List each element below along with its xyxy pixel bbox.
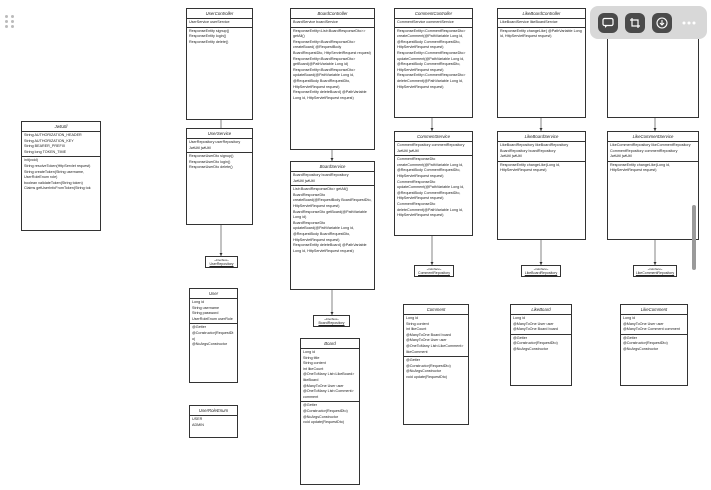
- class-member: BoardResponseDto getBoard(@PathVariable Long id): [293, 209, 369, 220]
- class-methods: [22, 157, 100, 193]
- class-member: CommentRepository commentRepository: [610, 148, 678, 153]
- class-like-comment: [620, 304, 688, 386]
- class-title: Comment: [404, 305, 468, 315]
- class-comment: [403, 304, 469, 425]
- class-fields: [301, 349, 359, 402]
- interface-board-repository: [313, 315, 350, 327]
- class-member: ResponseEntity deleteBoard( @PathVariable Long id, HttpServletRequest request): [293, 90, 368, 100]
- class-member: Claims getUserInfoFromToken(String tok: [24, 186, 91, 191]
- class-member: ResponseEntity delete(): [189, 39, 229, 44]
- class-member: ResponseEntity deleteBoard( @PathVariable Long id, HttpServletRequest request): [293, 243, 368, 253]
- class-member: @ManyToOne User user: [623, 321, 664, 326]
- class-member: UserRoleEnum userRole: [192, 316, 233, 321]
- class-title: UserController: [187, 9, 252, 19]
- comment-icon[interactable]: [598, 13, 618, 33]
- class-member: ResponseEntity changeLike( @PathVariable Long id, HttpServletRequest request): [500, 28, 583, 39]
- class-member: @Constructor(RequestDto): [303, 408, 348, 413]
- class-jwt-util: [21, 121, 101, 231]
- stereotype-label: «interface»: [426, 267, 442, 271]
- class-member: @Constructor(RequestDto): [192, 330, 234, 341]
- class-member: BoardRepository boardRepository: [500, 148, 556, 153]
- stereotype-label: «interface»: [324, 317, 339, 321]
- class-member: ResponseEntity<CommentResponseDto> createComment(@PathVariable Long id, @RequestBody CommentRequestDto, HttpServletRequest request): [397, 28, 467, 50]
- class-board: [300, 338, 360, 485]
- interface-name: BoardRepository: [318, 321, 345, 326]
- class-like-board-service: [497, 131, 586, 240]
- more-icon[interactable]: [679, 13, 699, 33]
- class-member: @NoArgsConstructor: [623, 346, 659, 351]
- class-fields: [621, 315, 687, 335]
- class-member: boolean validateToken(String token): [24, 180, 83, 185]
- class-member: JwtUtil jwtUtil: [189, 145, 211, 150]
- stereotype-label: «interface»: [214, 258, 229, 262]
- stereotype-label: «interface»: [533, 267, 549, 271]
- interface-like-board-repository: [521, 265, 561, 277]
- class-title: LikeCommentService: [608, 132, 698, 142]
- class-member: @ManyToOne Board board: [513, 327, 558, 332]
- class-methods: [395, 28, 472, 92]
- class-title: BoardController: [291, 9, 374, 19]
- class-member: ResponseEntity changeLike(Long id, HttpServletRequest request): [500, 162, 562, 173]
- class-fields: [187, 19, 252, 28]
- class-fields: [404, 315, 468, 357]
- class-member: String username: [192, 305, 220, 310]
- interface-name: CommentRepository: [418, 271, 450, 276]
- class-member: LikeCommentRepository likeCommentRepository: [610, 143, 691, 147]
- class-member: ResponseUserDto signup(): [189, 154, 234, 159]
- class-like-board: [510, 304, 572, 386]
- class-member: @Constructor(RequestDto): [406, 363, 451, 368]
- class-like-comment-service: [607, 131, 699, 240]
- class-member: JwtUtil jwtUtil: [293, 178, 315, 183]
- class-member: Long id: [623, 316, 636, 320]
- interface-like-comment-repository: [633, 265, 677, 277]
- class-methods: [187, 28, 252, 47]
- class-member: ResponseEntity login(): [189, 34, 227, 39]
- class-member: @Constructor(RequestDto): [513, 341, 558, 346]
- class-member: String createToken(String username, UserRoleEnum role): [24, 169, 86, 180]
- class-fields: [291, 172, 374, 186]
- class-member: ResponseEntity<BoardResponseDto> createBoard( @RequestBody BoardRequestDto, HttpServletRequest request): [293, 39, 371, 55]
- class-title: LikeBoard: [511, 305, 571, 315]
- class-member: @ManyToOne User user: [513, 321, 554, 326]
- class-fields: [187, 139, 252, 153]
- class-member: @Getter: [513, 335, 527, 340]
- class-member: ResponseEntity<BoardResponseDto> getBoard(@PathVariable Long id): [293, 56, 357, 67]
- class-member: JwtUtil jwtUtil: [500, 154, 522, 159]
- class-title: Board: [301, 339, 359, 349]
- class-member: CommentResponseDto deleteComment(@PathVariable Long id, HttpServletRequest request): [397, 201, 465, 218]
- class-member: Long id: [513, 316, 526, 320]
- class-member: String BEARER_PREFIX: [24, 144, 66, 149]
- class-methods: [404, 357, 468, 381]
- class-member: String content: [406, 321, 429, 326]
- class-member: @Getter: [623, 335, 637, 340]
- class-fields: [22, 132, 100, 157]
- class-methods: [301, 402, 359, 426]
- class-member: String resolveToken(HttpServlet request): [24, 163, 91, 168]
- class-fields: [395, 19, 472, 28]
- class-user: [189, 288, 238, 383]
- interface-name: LikeBoardRepository: [524, 271, 558, 276]
- class-comment-controller: [394, 8, 473, 118]
- class-comment-service: [394, 131, 473, 236]
- class-title: UserService: [187, 129, 252, 139]
- class-user-controller: [186, 8, 253, 120]
- vertical-scrollbar[interactable]: [692, 205, 696, 270]
- class-member: @Getter: [406, 358, 420, 363]
- class-methods: [187, 153, 252, 172]
- class-title: CommentController: [395, 9, 472, 19]
- stereotype-label: «interface»: [647, 267, 663, 271]
- class-member: ResponseEntity<CommentResponseDto> updateComment(@PathVariable Long id, @RequestBody CommentRequestDto, HttpServletRequest request): [397, 50, 467, 72]
- class-member: ResponseEntity<CommentResponseDto> deleteComment(@PathVariable Long id, HttpServletRequest request): [397, 73, 467, 89]
- class-member: ResponseUserDto delete(): [189, 165, 233, 170]
- class-member: void update(RequestDto): [406, 374, 447, 379]
- class-member: String title: [303, 355, 320, 360]
- class-title: JwtUtil: [22, 122, 100, 132]
- class-member: String AUTHORIZATION_HEADER: [24, 133, 82, 137]
- class-member: String content: [303, 361, 326, 366]
- class-member: BoardResponseDto createBoard(@RequestBody BoardRequestDto, HttpServletRequest request): [293, 192, 373, 208]
- class-member: @OneToMany List<LikeComment> likeComment: [406, 343, 465, 354]
- class-fields: [498, 142, 585, 162]
- class-member: String AUTHORIZATION_KEY: [24, 138, 74, 143]
- class-member: LikeBoardRepository likeBoardRepository: [500, 143, 569, 147]
- class-member: String password: [192, 311, 219, 316]
- class-member: @OneToMany List<LikeBoard> likeBoard: [303, 372, 356, 382]
- class-member: CommentService commentService: [397, 20, 454, 24]
- class-member: JwtUtil jwtUtil: [397, 148, 419, 153]
- class-member: UserService userService: [189, 20, 230, 24]
- class-fields: [498, 19, 585, 28]
- class-member: ResponseEntity signup(): [189, 28, 230, 33]
- class-member: JwtUtil jwtUtil: [610, 154, 632, 159]
- class-methods: [190, 324, 237, 348]
- class-member: @OneToMany List<Comment> comment: [303, 389, 355, 399]
- class-fields: [190, 299, 237, 324]
- class-board-controller: [290, 8, 375, 150]
- class-member: CommentResponseDto updateComment(@PathVariable Long id, @RequestBody CommentRequestDto, HttpServletRequest request): [397, 179, 466, 201]
- class-fields: [608, 142, 698, 162]
- class-methods: [621, 335, 687, 354]
- class-member: ResponseEntity<List<BoardResponseDto>> getAll(): [293, 28, 367, 39]
- class-member: @NoArgsConstructor: [303, 414, 339, 419]
- class-member: CommentResponseDto createComment(@PathVariable Long id, @RequestBody CommentRequestDto, HttpServletRequest request): [397, 157, 465, 178]
- interface-comment-repository: [414, 265, 454, 277]
- class-title: BoardService: [291, 162, 374, 172]
- class-fields: [395, 142, 472, 156]
- class-member: ResponseEntity<BoardResponseDto> updateBoard(@PathVariable Long id, @RequestBody BoardRequestDto, HttpServletRequest request): [293, 67, 357, 89]
- interface-user-repository: [205, 256, 238, 268]
- class-member: BoardService boardService: [293, 20, 338, 24]
- class-member: Long id: [192, 300, 205, 304]
- class-member: @Getter: [192, 325, 206, 330]
- class-methods: [291, 28, 374, 103]
- class-member: String long TOKEN_TIME: [24, 149, 67, 154]
- class-member: ResponseEntity changeLike(Long id, HttpServletRequest request): [610, 162, 672, 173]
- class-member: void update(RequestDto): [303, 420, 344, 425]
- class-fields: [291, 19, 374, 28]
- class-member: int likeCount: [406, 327, 427, 332]
- class-methods: [511, 335, 571, 354]
- class-member: UserRepository userRepository: [189, 140, 241, 144]
- class-member: CommentRepository commentRepository: [397, 143, 465, 147]
- class-like-board-controller: [497, 8, 586, 118]
- floating-toolbar: [590, 6, 707, 39]
- class-member: Long id: [406, 316, 419, 320]
- class-member: ResponseUserDto login(): [189, 159, 231, 164]
- class-member: @NoArgsConstructor: [406, 369, 442, 374]
- class-member: @ManyToOne User user: [303, 383, 344, 388]
- class-title: CommentService: [395, 132, 472, 142]
- class-fields: [190, 416, 237, 429]
- class-board-service: [290, 161, 375, 290]
- class-title: LikeBoardService: [498, 132, 585, 142]
- class-title: User: [190, 289, 237, 299]
- download-icon[interactable]: [652, 13, 672, 33]
- class-member: @Constructor(RequestDto): [623, 341, 668, 346]
- class-methods: [498, 28, 585, 41]
- class-member: @ManyToOne Board board: [406, 332, 451, 337]
- class-member: int likeCount: [303, 366, 324, 371]
- interface-name: LikeCommentRepository: [635, 271, 675, 276]
- class-methods: [395, 156, 472, 220]
- class-title: LikeComment: [621, 305, 687, 315]
- class-member: @NoArgsConstructor: [513, 346, 549, 351]
- class-member: @NoArgsConstructor: [192, 342, 228, 347]
- enum-user-role: [189, 405, 238, 438]
- class-member: ADMIN: [192, 422, 204, 427]
- class-methods: [291, 186, 374, 255]
- class-member: @ManyToOne Comment comment: [623, 327, 680, 332]
- class-member: Long id: [303, 350, 316, 354]
- class-member: BoardRepository boardRepository: [293, 173, 349, 177]
- class-fields: [511, 315, 571, 335]
- class-title: LikeBoardController: [498, 9, 585, 19]
- class-member: BoardResponseDto updateBoard(@PathVariable Long id, @RequestBody BoardRequestDto, HttpServletRequest request): [293, 220, 356, 242]
- class-member: USER: [192, 417, 203, 421]
- class-methods: [498, 162, 585, 175]
- class-title: UserRoleEnum: [190, 406, 237, 416]
- class-methods: [608, 162, 698, 175]
- class-member: @Getter: [303, 403, 317, 408]
- class-member: List<BoardResponseDto> getAll(): [293, 187, 348, 192]
- class-member: LikeBoardService likeBoardService: [500, 20, 558, 24]
- class-member: @ManyToOne User user: [406, 338, 447, 343]
- crop-icon[interactable]: [625, 13, 645, 33]
- class-user-service: [186, 128, 253, 225]
- interface-name: UserRepository: [209, 262, 234, 267]
- class-member: init(void): [24, 158, 38, 163]
